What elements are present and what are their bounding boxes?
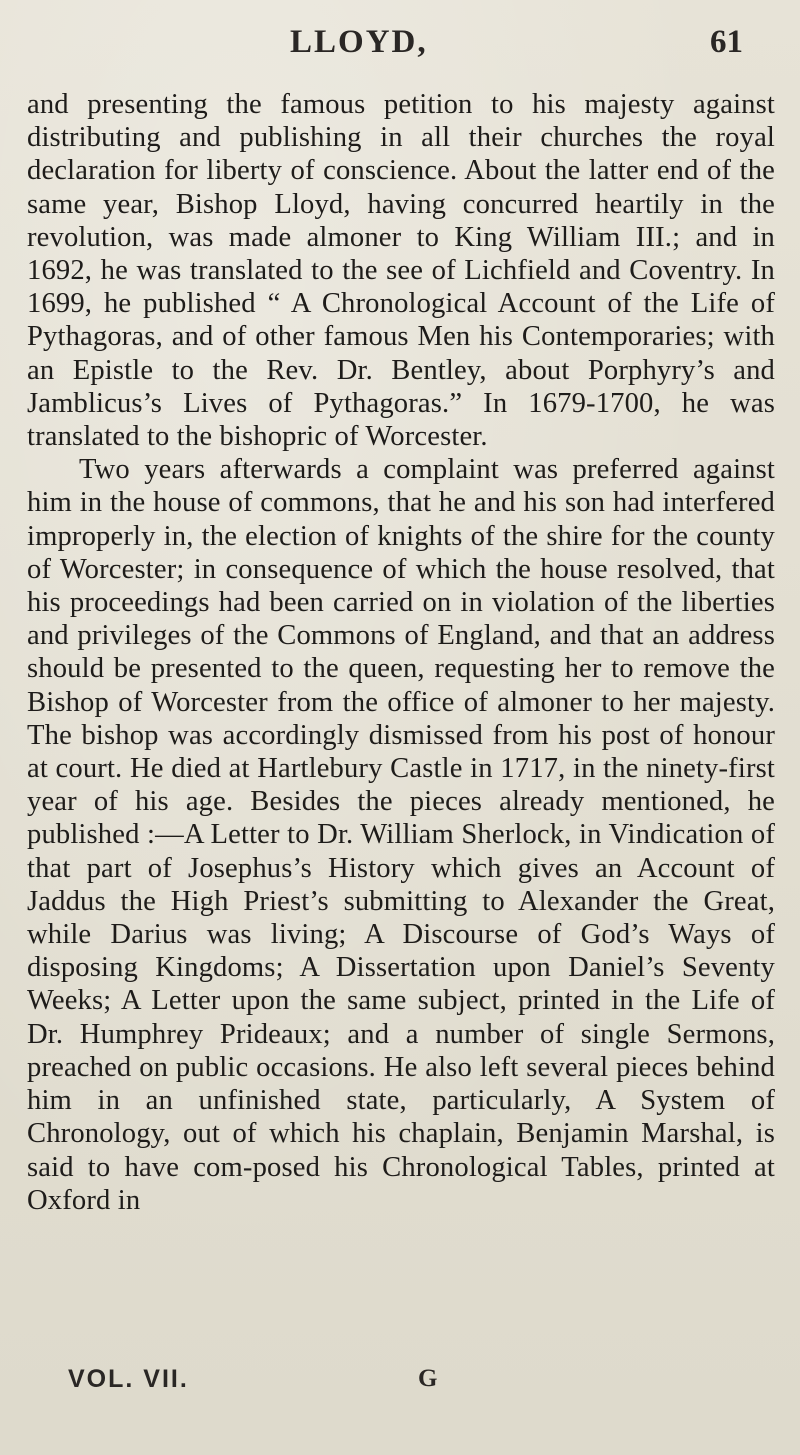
paragraph-1: and presenting the famous petition to his majesty against distributing and publishing in all their churches the royal declaration for liberty of conscience. About the latter end of the same year, Bishop Lloyd, having concurred heartily in the revolution, was made almoner to King William III.; and in 1692, he was translated to the see of Lichfield and Coventry. In 1699, he published “ A Chronological Account of the Life of Pythagoras, and of other famous Men his Contemporaries; with an Epistle to the Rev. Dr. Bentley, about Porphyry’s and Jamblicus’s Lives of Pythagoras.” In 1679-1700, he was translated to the bishopric of Worcester. [27,89,775,453]
signature-line [0,1365,800,1405]
running-title: LLOYD, [290,24,428,60]
paragraph-2: Two years afterwards a complaint was preferred against him in the house of commons, that he and his son had interfered improperly in, the election of knights of the shire for the county of Worcester; in consequence of which the house resolved, that his proceedings had been carried on in violation of the liberties and privileges of the Commons of England, and that an address should be presented to the queen, requesting her to remove the Bishop of Worcester from the office of almoner to her majesty. The bishop was accordingly dismissed from his post of honour at court. He died at Hartlebury Castle in 1717, in the ninety-first year of his age. Besides the pieces already mentioned, he published :—A Letter to Dr. William Sherlock, in Vindication of that part of Josephus’s History which gives an Account of Jaddus the High Priest’s submitting to Alexander the Great, while Darius was living; A Discourse of God’s Ways of disposing Kingdoms; A Dissertation upon Daniel’s Seventy Weeks; A Letter upon the same subject, printed in the Life of Dr. Humphrey Prideaux; and a number of single Sermons, preached on public occasions. He also left several pieces behind him in an unfinished state, particularly, A System of Chronology, out of which his chaplain, Benjamin Marshal, is said to have com-posed his Chronological Tables, printed at Oxford in [27,454,775,1216]
signature-mark: G [418,1365,438,1392]
running-head [0,24,800,68]
page-number: 61 [710,24,743,60]
volume-mark: VOL. VII. [68,1365,189,1393]
body-text [27,88,775,1217]
